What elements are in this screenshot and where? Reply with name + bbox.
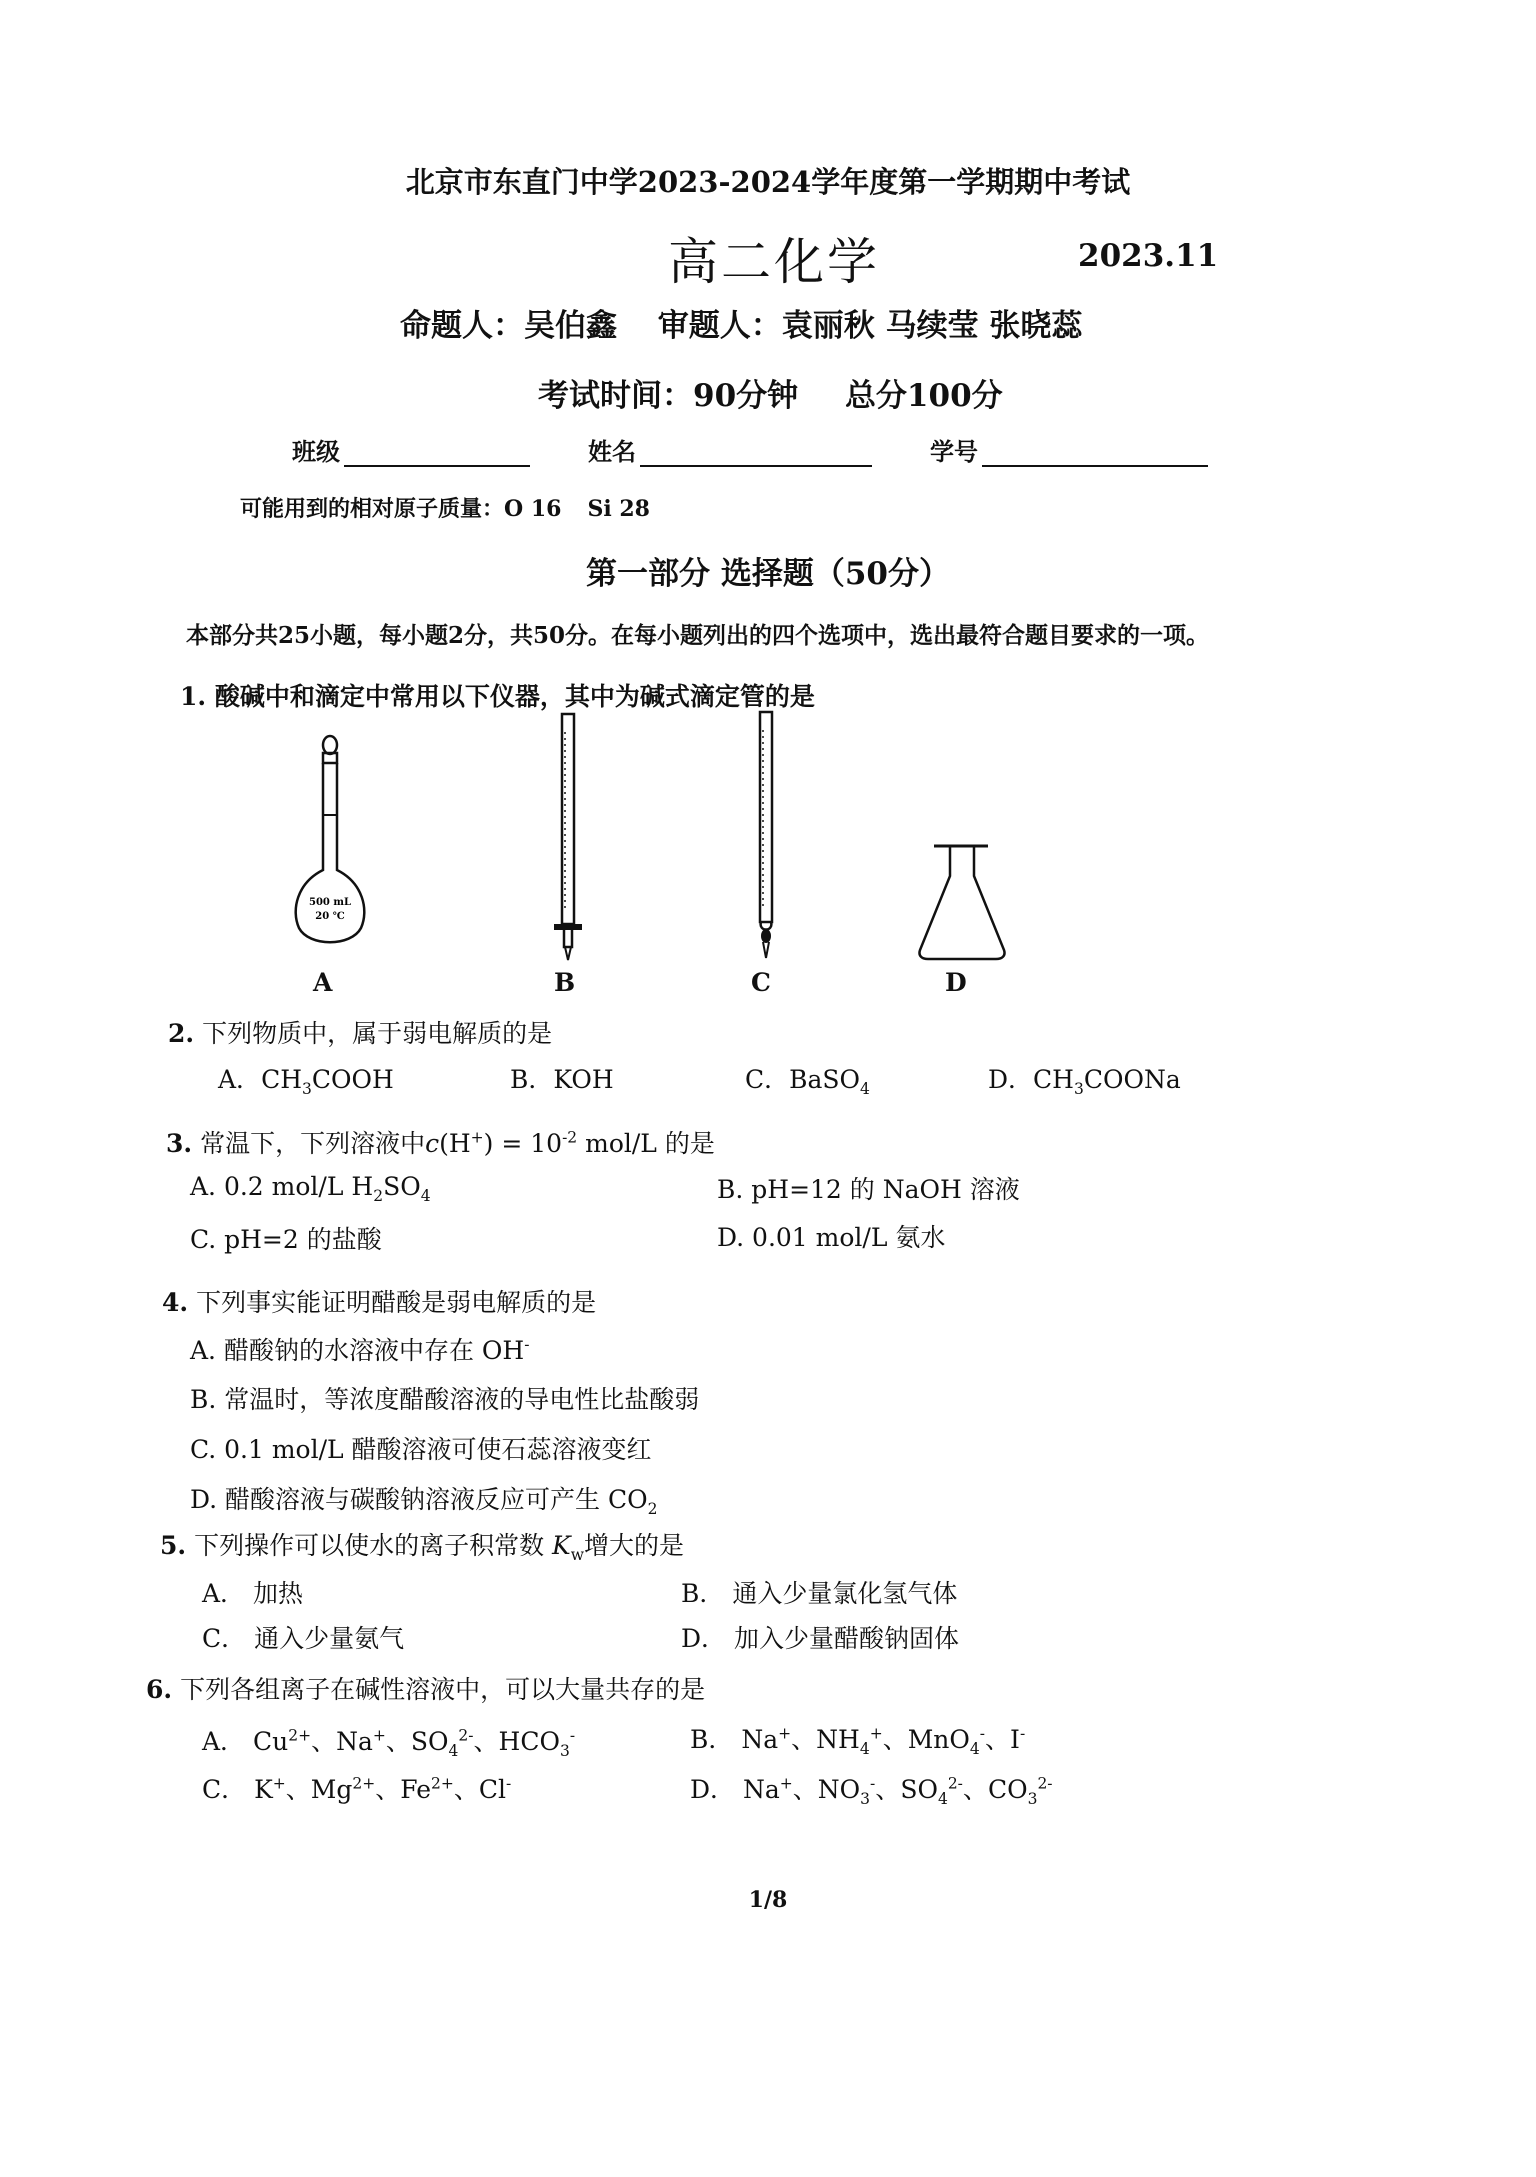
reviewer: 审题人：袁丽秋 马续莹 张晓蕊	[657, 308, 1083, 344]
exam-date: 2023.11	[1078, 238, 1219, 274]
class-field[interactable]: 班级	[292, 432, 530, 467]
ion: K+	[254, 1774, 286, 1804]
ion: $SO_4^{2-}$	[410, 1726, 474, 1760]
ion: $NH_4^+$	[816, 1724, 883, 1758]
ion: $HCO_3^-$	[498, 1726, 576, 1760]
q5-option-a[interactable]: A． 加热	[202, 1579, 304, 1608]
exam-info	[538, 370, 1039, 415]
q2-option-d[interactable]: D．$CH_3COONa$	[988, 1065, 1181, 1098]
setter: 命题人：吴伯鑫	[400, 308, 617, 344]
figure-label-a: A	[313, 968, 333, 997]
figure-label-d: D	[945, 968, 967, 997]
q2-option-b[interactable]: B．KOH	[510, 1065, 614, 1094]
ion: $NO_3^-$	[817, 1774, 876, 1808]
ion: $Cu^{2+}$	[253, 1726, 312, 1756]
authors	[400, 300, 1112, 345]
ion: $SO_4^{2-}$	[900, 1774, 963, 1808]
figure-label-c: C	[751, 968, 771, 997]
q4-option-b[interactable]: B. 常温时，等浓度醋酸溶液的导电性比盐酸弱	[190, 1385, 700, 1414]
atomic-masses: 可能用到的相对原子质量：O 16 Si 28	[240, 496, 650, 522]
ion: I-	[1010, 1724, 1026, 1754]
section-instructions: 本部分共25小题，每小题2分，共50分。在每小题列出的四个选项中，选出最符合题目要求的一项。	[186, 622, 1210, 649]
conical-flask-figure	[912, 842, 1012, 962]
volumetric-flask-figure	[285, 735, 375, 955]
ion: MnO$_4$-	[907, 1724, 986, 1758]
subject-title: 高二化学	[668, 233, 880, 291]
q6-option-a[interactable]: A． $Cu^{2+}$、Na+、$SO_4^{2-}$、$HCO_3^-$	[202, 1726, 576, 1760]
ion: Cl-	[478, 1774, 512, 1804]
exam-title: 北京市东直门中学2023-2024学年度第一学期期中考试	[405, 165, 1131, 199]
q6-option-d[interactable]: D． Na+、$NO_3^-$、$SO_4^{2-}$、$CO_3^{2-}$	[690, 1774, 1053, 1808]
ion: Na+	[336, 1726, 386, 1756]
student-fields	[292, 432, 1266, 467]
q4-option-a[interactable]: A. 醋酸钠的水溶液中存在 OH-	[190, 1335, 530, 1365]
q3-option-a[interactable]: A. 0.2 mol/L $H_2SO_4$	[190, 1172, 431, 1205]
figure-label-b: B	[554, 968, 576, 997]
question-5: 5. 下列操作可以使水的离子积常数 $K_w$增大的是	[160, 1531, 685, 1564]
ion: $Fe^{2+}$	[400, 1774, 454, 1804]
page-number: 1/8	[748, 1887, 788, 1913]
base-burette-figure	[746, 710, 786, 960]
ion: Na+	[743, 1774, 793, 1804]
q3-option-d[interactable]: D. 0.01 mol/L 氨水	[717, 1223, 946, 1252]
q4-option-c[interactable]: C. 0.1 mol/L 醋酸溶液可使石蕊溶液变红	[190, 1435, 652, 1464]
student-id-field[interactable]: 学号	[930, 432, 1208, 467]
q2-option-a[interactable]: A．$CH_3COOH$	[218, 1065, 394, 1098]
duration: 考试时间：90分钟	[538, 378, 799, 414]
total-score: 总分100分	[844, 378, 1003, 414]
q5-option-b[interactable]: B． 通入少量氯化氢气体	[681, 1579, 958, 1608]
ion: $CO_3^{2-}$	[987, 1774, 1053, 1808]
q3-option-c[interactable]: C. pH=2 的盐酸	[190, 1225, 382, 1254]
q6-option-b[interactable]: B． Na+、$NH_4^+$、MnO$_4$-、I-	[690, 1724, 1026, 1758]
question-4: 4. 下列事实能证明醋酸是弱电解质的是	[162, 1288, 597, 1317]
acid-burette-figure	[548, 712, 588, 962]
q5-option-c[interactable]: C． 通入少量氨气	[202, 1624, 405, 1653]
question-2: 2. 下列物质中，属于弱电解质的是	[168, 1019, 553, 1048]
q6-option-c[interactable]: C． K+、$Mg^{2+}$、$Fe^{2+}$、Cl-	[202, 1774, 512, 1804]
flask-volume-label: 500 mL	[309, 897, 351, 908]
ion: $Mg^{2+}$	[310, 1774, 376, 1804]
question-3: 3. 常温下，下列溶液中$c(H^+) = 10^{-2}$ mol/L 的是	[166, 1128, 715, 1158]
flask-temp-label: 20 ℃	[315, 911, 345, 922]
question-1: 1. 酸碱中和滴定中常用以下仪器，其中为碱式滴定管的是	[180, 682, 815, 711]
q2-option-c[interactable]: C．BaSO$_4$	[745, 1065, 870, 1098]
section-title: 第一部分 选择题（50分）	[586, 556, 950, 592]
ion: Na+	[741, 1724, 792, 1754]
name-field[interactable]: 姓名	[588, 432, 872, 467]
q5-option-d[interactable]: D． 加入少量醋酸钠固体	[681, 1624, 959, 1653]
q3-option-b[interactable]: B. pH=12 的 NaOH 溶液	[717, 1175, 1020, 1204]
q4-option-d[interactable]: D. 醋酸溶液与碳酸钠溶液反应可产生 $CO_2$	[190, 1485, 658, 1518]
question-6: 6. 下列各组离子在碱性溶液中，可以大量共存的是	[146, 1675, 706, 1704]
